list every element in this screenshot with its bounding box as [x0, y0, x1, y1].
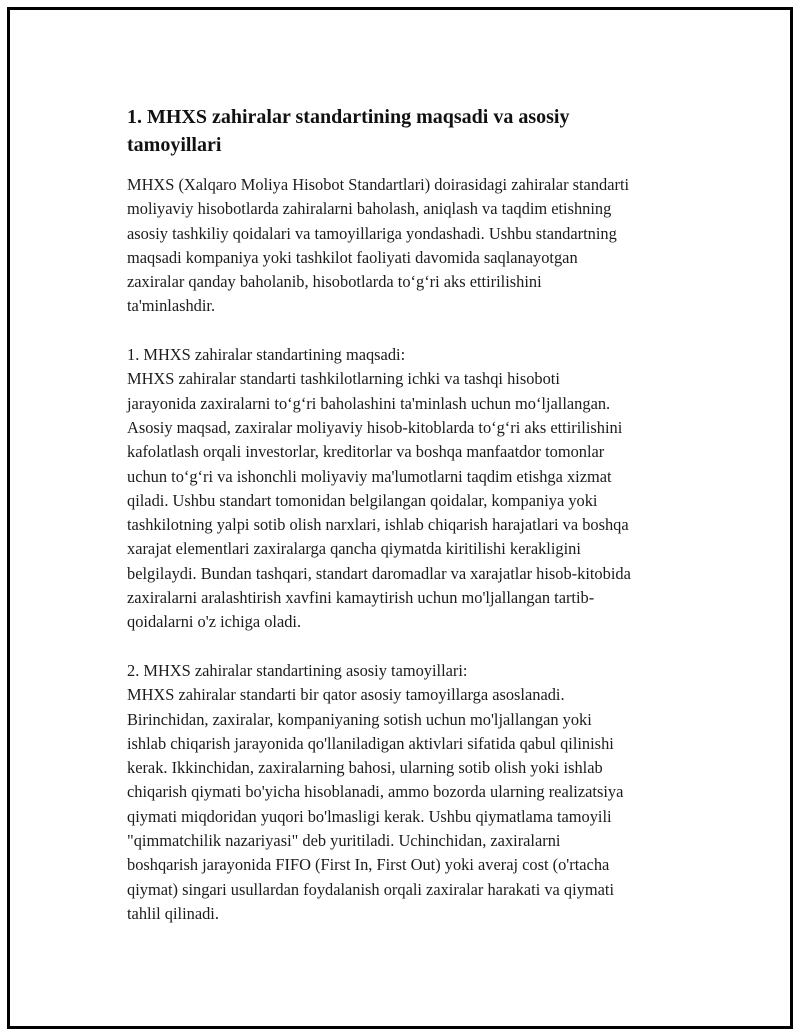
intro-paragraph	[127, 173, 697, 319]
paragraph-line: uchun to‘g‘ri va ishonchli moliyaviy ma'lumotlarni taqdim etishga xizmat	[127, 466, 612, 486]
paragraph-line: boshqarish jarayonida FIFO (First In, First Out) yoki averaj cost (o'rtacha	[127, 855, 610, 875]
paragraph-line: "qimmatchilik nazariyasi" deb yuritiladi. Uchinchidan, zaxiralarni	[127, 831, 561, 851]
paragraph-line: qiladi. Ushbu standart tomonidan belgilangan qoidalar, kompaniya yoki	[127, 490, 598, 510]
purpose-paragraph	[127, 343, 697, 635]
paragraph-line: qoidalarni o'z ichiga oladi.	[127, 612, 302, 632]
paragraph-line: Birinchidan, zaxiralar, kompaniyaning sotish uchun mo'ljallangan yoki	[127, 709, 592, 729]
page-border	[7, 7, 793, 1029]
paragraph-line: jarayonida zaxiralarni to‘g‘ri baholashini ta'minlash uchun mo‘ljallangan.	[127, 393, 611, 413]
section-heading	[127, 103, 697, 159]
paragraph-line: ishlab chiqarish jarayonida qo'llaniladigan aktivlari sifatida qabul qilinishi	[127, 733, 614, 753]
paragraph-line: MHXS zahiralar standarti bir qator asosiy tamoyillarga asoslanadi.	[127, 685, 565, 705]
paragraph-line: kerak. Ikkinchidan, zaxiralarning bahosi, ularning sotib olish yoki ishlab	[127, 758, 603, 778]
paragraph-line: chiqarish qiymati bo'yicha hisoblanadi, ammo bozorda ularning realizatsiya	[127, 782, 624, 802]
paragraph-line: xarajat elementlari zaxiralarga qancha qiymatda kiritilishi kerakligini	[127, 539, 581, 559]
paragraph-line: belgilaydi. Bundan tashqari, standart daromadlar va xarajatlar hisob-kitobida	[127, 563, 631, 583]
paragraph-line: tashkilotning yalpi sotib olish narxlari, ishlab chiqarish harajatlari va boshqa	[127, 515, 629, 535]
paragraph-line: zaxiralar qanday baholanib, hisobotlarda to‘g‘ri aks ettirilishini	[127, 272, 542, 292]
paragraph-line: kafolatlash orqali investorlar, kreditorlar va boshqa manfaatdor tomonlar	[127, 442, 605, 462]
paragraph-line: maqsadi kompaniya yoki tashkilot faoliyati davomida saqlanayotgan	[127, 247, 578, 267]
heading-line: 1. MHXS zahiralar standartining maqsadi va asosiy	[127, 106, 570, 128]
paragraph-line: zaxiralarni aralashtirish xavfini kamaytirish uchun mo'ljallangan tartib-	[127, 588, 595, 608]
paragraph-line: qiymat) singari usullardan foydalanish orqali zaxiralar harakati va qiymati	[127, 879, 614, 899]
heading-line: tamoyillari	[127, 134, 222, 156]
paragraph-line: 2. MHXS zahiralar standartining asosiy tamoyillari:	[127, 660, 468, 680]
paragraph-line: moliyaviy hisobotlarda zahiralarni baholash, aniqlash va taqdim etishning	[127, 199, 612, 219]
paragraph-line: tahlil qilinadi.	[127, 903, 219, 923]
paragraph-line: qiymati miqdoridan yuqori bo'lmasligi kerak. Ushbu qiymatlama tamoyili	[127, 806, 612, 826]
paragraph-line: MHXS zahiralar standarti tashkilotlarning ichki va tashqi hisoboti	[127, 369, 560, 389]
paragraph-line: 1. MHXS zahiralar standartining maqsadi:	[127, 345, 406, 365]
paragraph-line: Asosiy maqsad, zaxiralar moliyaviy hisob-kitoblarda to‘g‘ri aks ettirilishini	[127, 417, 623, 437]
paragraph-line: MHXS (Xalqaro Moliya Hisobot Standartlari) doirasidagi zahiralar standarti	[127, 175, 630, 194]
paragraph-line: ta'minlashdir.	[127, 296, 216, 316]
document-body	[127, 103, 697, 951]
principles-paragraph	[127, 659, 697, 926]
paragraph-line: asosiy tashkiliy qoidalari va tamoyillariga yondashadi. Ushbu standartning	[127, 223, 617, 243]
